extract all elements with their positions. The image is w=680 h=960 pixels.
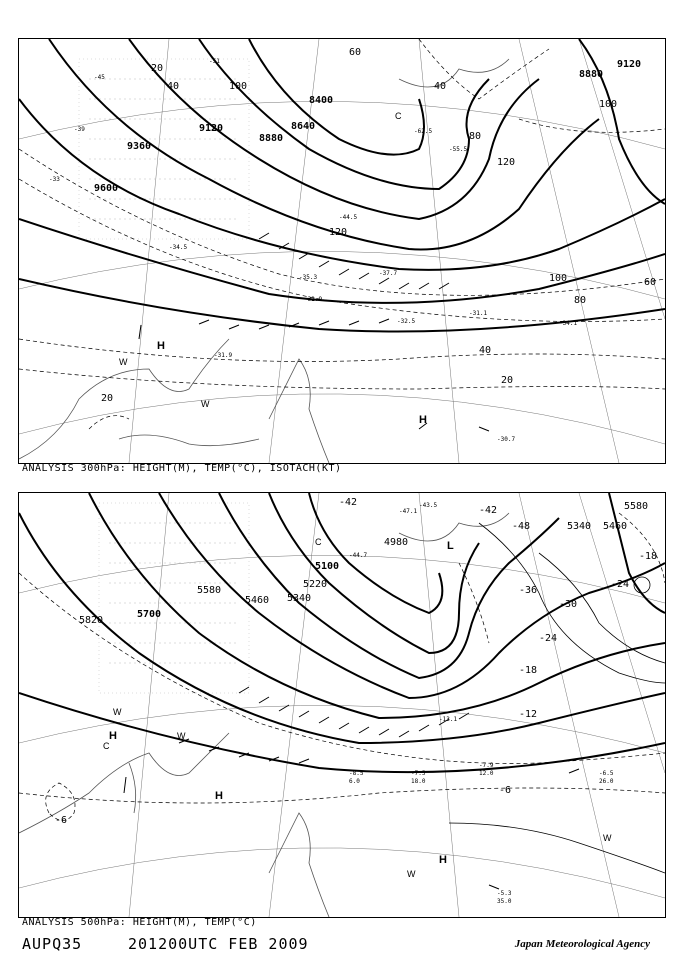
coast-path [269,813,329,917]
obs-label: -5.3 [497,890,512,897]
obs-label: -47.1 [399,508,418,515]
parallel-line [19,251,665,299]
isotach-label: 120 [329,227,348,238]
height-label: 5220 [303,579,328,590]
temp-label: -45 [94,74,105,81]
height-label: 5340 [567,521,592,532]
chart-300hpa [18,38,666,464]
isotach-label: 120 [497,157,516,168]
isotach-label: 40 [167,81,180,92]
barb-row [199,319,389,329]
map-500hpa [19,493,665,917]
caption-300hpa: ANALYSIS 300hPa: HEIGHT(M), TEMP(°C), ISOTACH(KT) [22,463,342,474]
temp-label: -31.1 [469,310,488,317]
temp-label: -34.1 [559,320,578,327]
isotherm [89,416,129,429]
warm-center: W [113,707,122,717]
chart-valid-time: 201200UTC FEB 2009 [128,935,309,953]
temp-contours-500 [449,523,665,873]
high-pressure-center: H [109,730,117,742]
temp-contour [449,823,665,873]
isotach-label: 20 [101,393,114,404]
coast-path [119,435,259,446]
isotach-label: 60 [349,47,362,58]
hatch-box [99,503,249,693]
warm-center: W [177,731,186,741]
obs-label: -13.1 [439,716,458,723]
temp-label: -6 [55,815,68,826]
cold-center: C [395,111,402,121]
cold-center: C [315,537,322,547]
barb-row [259,233,449,289]
height-label: 5580 [624,501,649,512]
isotach-label: 20 [151,63,164,74]
isotach-label: 40 [479,345,492,356]
temp-label: -51 [209,58,220,65]
caption-500hpa: ANALYSIS 500hPa: HEIGHT(M), TEMP(°C) [22,917,257,928]
temp-label: -30.7 [497,436,516,443]
isotach-label: 100 [599,99,618,110]
low-pressure-center: L [447,540,454,552]
high-pressure-center: H [439,854,447,866]
temp-label: -24 [539,633,558,644]
temp-label: -33 [49,176,60,183]
coast-path [269,359,329,463]
hatch-box [79,59,249,239]
isotherm [19,369,665,389]
obs-label: 26.0 [599,778,614,785]
high-pressure-center: H [215,790,223,802]
height-label: 8400 [309,95,334,106]
warm-center: W [407,869,416,879]
meridian-line [269,493,319,917]
temp-label: -44.5 [339,214,358,221]
temp-label: -37.7 [379,270,398,277]
height-contour [219,493,559,678]
isotach-label: 20 [501,375,514,386]
temp-label: -42 [479,505,498,516]
height-label: 9360 [127,141,152,152]
obs-label: 18.0 [411,778,426,785]
temp-label: -18 [639,551,658,562]
coast-path [399,513,509,541]
meridian-line [579,493,665,773]
height-label: 5460 [603,521,628,532]
warm-center: W [603,833,612,843]
isotach-label: 40 [434,81,447,92]
height-label: 9600 [94,183,119,194]
parallel-line [19,101,665,149]
height-label: 5820 [79,615,104,626]
obs-label: -8.5 [349,770,364,777]
map-300hpa [19,39,665,463]
temp-label: -6 [499,785,512,796]
height-label: 5340 [287,593,312,604]
high-pressure-center: H [157,340,165,352]
temp-label: -34.5 [169,244,188,251]
height-label: 8880 [259,133,284,144]
obs-label: -7.9 [479,762,494,769]
temp-label: -12 [519,709,538,720]
isotherm [19,788,665,803]
warm-center: W [201,399,210,409]
temp-label: -24 [611,579,630,590]
parallel-line [19,848,665,898]
coastline-300 [19,59,509,463]
obs-label: -6.5 [599,770,614,777]
hatch-area-300 [79,59,249,239]
height-contour [129,39,539,219]
meridian-line [129,39,169,463]
temp-label: -36 [519,585,538,596]
meridian-line [129,493,169,917]
height-label: 9120 [199,123,224,134]
meridian-line [419,39,459,463]
high-pressure-center: H [419,414,427,426]
obs-label: -7.5 [411,770,426,777]
hatch-lines [89,79,239,219]
meridian-line [519,493,619,917]
isotach-label: 80 [469,131,482,142]
height-label: 5580 [197,585,222,596]
coast-path [129,763,136,813]
barb-row [139,325,492,431]
isotach-label: 100 [549,273,568,284]
temp-label: -62.5 [414,128,433,135]
isotach-label: 80 [574,295,587,306]
temp-label: -55.5 [449,146,468,153]
temp-label: -48 [512,521,531,532]
height-label: 5100 [315,561,340,572]
height-contour [309,493,442,613]
chart-code: AUPQ35 [22,935,83,953]
temp-label: -32.9 [304,296,323,303]
warm-center: W [119,357,128,367]
height-label: 8880 [579,69,604,80]
coast-path [19,733,229,833]
temp-label: -35.3 [299,274,318,281]
agency-name: Japan Meteorological Agency [514,938,650,950]
obs-label: 12.0 [479,770,494,777]
height-label: 9120 [617,59,642,70]
height-contour [199,39,489,189]
temp-label: -31.9 [214,352,233,359]
temp-label: -42 [339,497,358,508]
obs-label: 35.0 [497,898,512,905]
temp-label: -39 [74,126,85,133]
parallel-line [19,394,665,444]
coast-path [399,59,509,87]
hatch-area-500 [99,503,249,693]
cold-center: C [103,741,110,751]
obs-label: -43.5 [419,502,438,509]
height-label: 4980 [384,537,409,548]
height-label: 8640 [291,121,316,132]
height-contour [269,493,479,653]
temp-label: -30 [559,599,578,610]
isotach-label: 60 [644,277,657,288]
temp-label: -18 [519,665,538,676]
chart-500hpa [18,492,666,918]
height-label: 5460 [245,595,270,606]
obs-label: 6.0 [349,778,360,785]
isotherm [19,339,665,362]
height-label: 5700 [137,609,162,620]
temp-label: -32.5 [397,318,416,325]
isotach-label: 100 [229,81,248,92]
obs-label: -44.7 [349,552,368,559]
